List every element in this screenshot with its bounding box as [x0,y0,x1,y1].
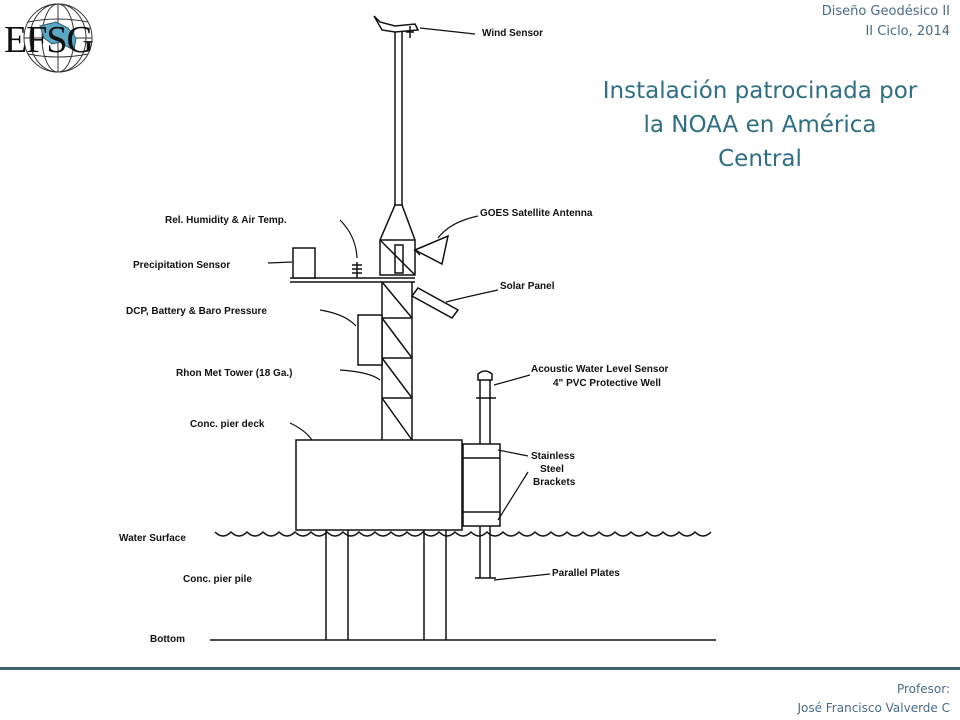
label-dcp: DCP, Battery & Baro Pressure [126,306,267,317]
label-stainless-2: Steel [540,464,564,475]
logo-text: EFSG [4,19,93,61]
title-line-2: la NOAA en América [643,112,877,138]
water-surface-icon [215,532,711,536]
professor-label: Profesor: [896,682,950,696]
label-precipitation: Precipitation Sensor [133,260,231,271]
acoustic-well-icon [463,371,500,578]
pier-deck-icon [296,440,462,530]
title-line-1: Instalación patrocinada por [602,78,918,104]
title-line-3: Central [718,146,802,172]
goes-antenna-icon [415,236,448,264]
label-stainless-3: Brackets [533,477,576,488]
wind-sensor-icon [374,16,418,215]
label-humidity: Rel. Humidity & Air Temp. [165,215,287,226]
label-solar-panel: Solar Panel [500,281,555,292]
dcp-box-icon [358,315,382,365]
label-acoustic-2: 4" PVC Protective Well [553,378,661,389]
label-met-tower: Rhon Met Tower (18 Ga.) [176,368,293,379]
label-acoustic-1: Acoustic Water Level Sensor [531,364,669,375]
precipitation-sensor-icon [293,248,315,278]
label-stainless-1: Stainless [531,451,575,462]
label-bottom: Bottom [150,634,185,645]
footer-divider [0,667,960,670]
label-wind-sensor: Wind Sensor [482,28,544,39]
label-water-surface: Water Surface [119,533,186,544]
humidity-sensor-icon [352,262,362,278]
course-cycle: II Ciclo, 2014 [865,24,950,39]
label-pier-deck: Conc. pier deck [190,419,265,430]
label-parallel-plates: Parallel Plates [552,568,620,579]
professor-name: José Francisco Valverde C [797,701,950,715]
solar-panel-icon [412,288,458,318]
met-tower-icon [382,282,412,440]
label-pier-pile: Conc. pier pile [183,574,252,585]
pier-piles-icon [326,530,446,640]
course-name: Diseño Geodésico II [821,4,950,19]
tower-top-icon [380,205,415,275]
label-goes-antenna: GOES Satellite Antenna [480,208,593,219]
